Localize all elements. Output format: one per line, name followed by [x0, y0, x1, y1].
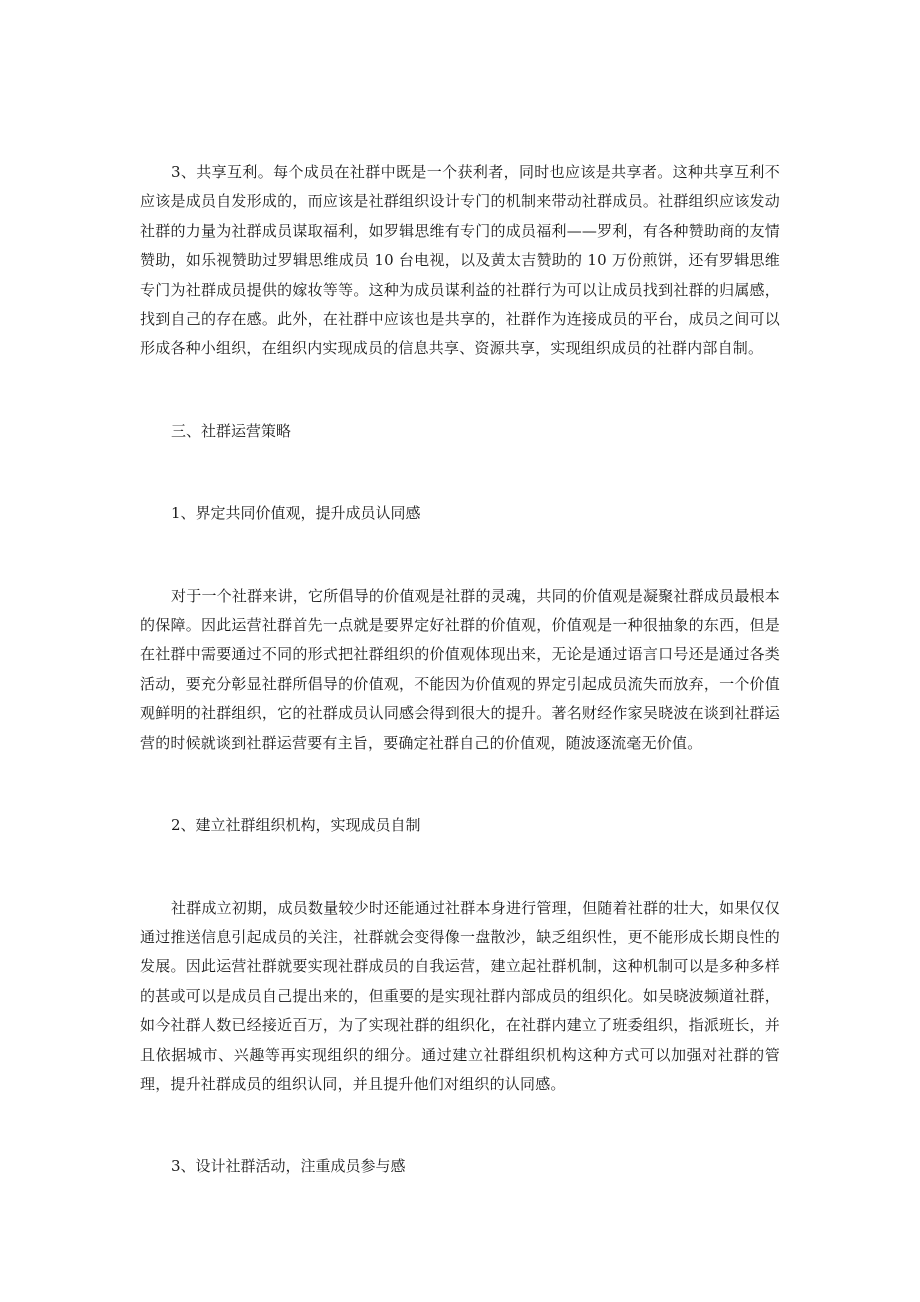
- spacer: [140, 758, 780, 811]
- spacer: [140, 529, 780, 582]
- paragraph-values: 对于一个社群来讲，它所倡导的价值观是社群的灵魂，共同的价值观是凝聚社群成员最根本的保障。因此运营社群首先一点就是要界定好社群的价值观，价值观是一种很抽象的东西，但是在社群中需要通过不同的形式把社群组织的价值观体现出来，无论是通过语言口号还是通过各类活动，要充分彰显社群所倡导的价值观，不能因为价值观的界定引起成员流失而放弃，一个价值观鲜明的社群组织，它的社群成员认同感会得到很大的提升。著名财经作家吴晓波在谈到社群运营的时候就谈到社群运营要有主旨，要确定社群自己的价值观，随波逐流毫无价值。: [140, 586, 780, 752]
- paragraph-organization: 社群成立初期，成员数量较少时还能通过社群本身进行管理，但随着社群的壮大，如果仅仅通过推送信息引起成员的关注，社群就会变得像一盘散沙，缺乏组织性，更不能形成长期良性的发展。因此运营社群就要实现社群成员的自我运营，建立起社群机制，这种机制可以是多种多样的甚或可以是成员自己提出来的，但重要的是实现社群内部成员的组织化。如吴晓波频道社群，如今社群人数已经接近百万，为了实现社群的组织化，在社群内建立了班委组织，指派班长，并且依据城市、兴趣等再实现组织的细分。通过建立社群组织机构这种方式可以加强对社群的管理，提升社群成员的组织认同，并且提升他们对组织的认同感。: [140, 898, 780, 1093]
- subheading-values: 1、界定共同价值观，提升成员认同感: [171, 504, 421, 523]
- spacer: [140, 364, 780, 417]
- spacer: [140, 446, 780, 499]
- section-heading-strategy: 三、社群运营策略: [171, 421, 292, 440]
- document-page: [140, 158, 780, 1182]
- subheading-organization: 2、建立社群组织机构，实现成员自制: [171, 816, 421, 835]
- spacer: [140, 841, 780, 894]
- subheading-activity: 3、设计社群活动，注重成员参与感: [171, 1157, 406, 1176]
- spacer: [140, 1099, 780, 1152]
- paragraph-sharing: 3、共享互利。每个成员在社群中既是一个获利者，同时也应该是共享者。这种共享互利不应该是成员自发形成的，而应该是社群组织设计专门的机制来带动社群成员。社群组织应该发动社群的力量为社群成员谋取福利，如罗辑思维有专门的成员福利——罗利，有各种赞助商的友情赞助，如乐视赞助过罗辑思维成员 10 台电视，以及黄太吉赞助的 10 万份煎饼，还有罗辑思维专门为社群成员提供的嫁妆等等。这种为成员谋利益的社群行为可以让成员找到社群的归属感，找到自己的存在感。此外，在社群中应该也是共享的，社群作为连接成员的平台，成员之间可以形成各种小组织，在组织内实现成员的信息共享、资源共享，实现组织成员的社群内部自制。: [140, 163, 780, 358]
